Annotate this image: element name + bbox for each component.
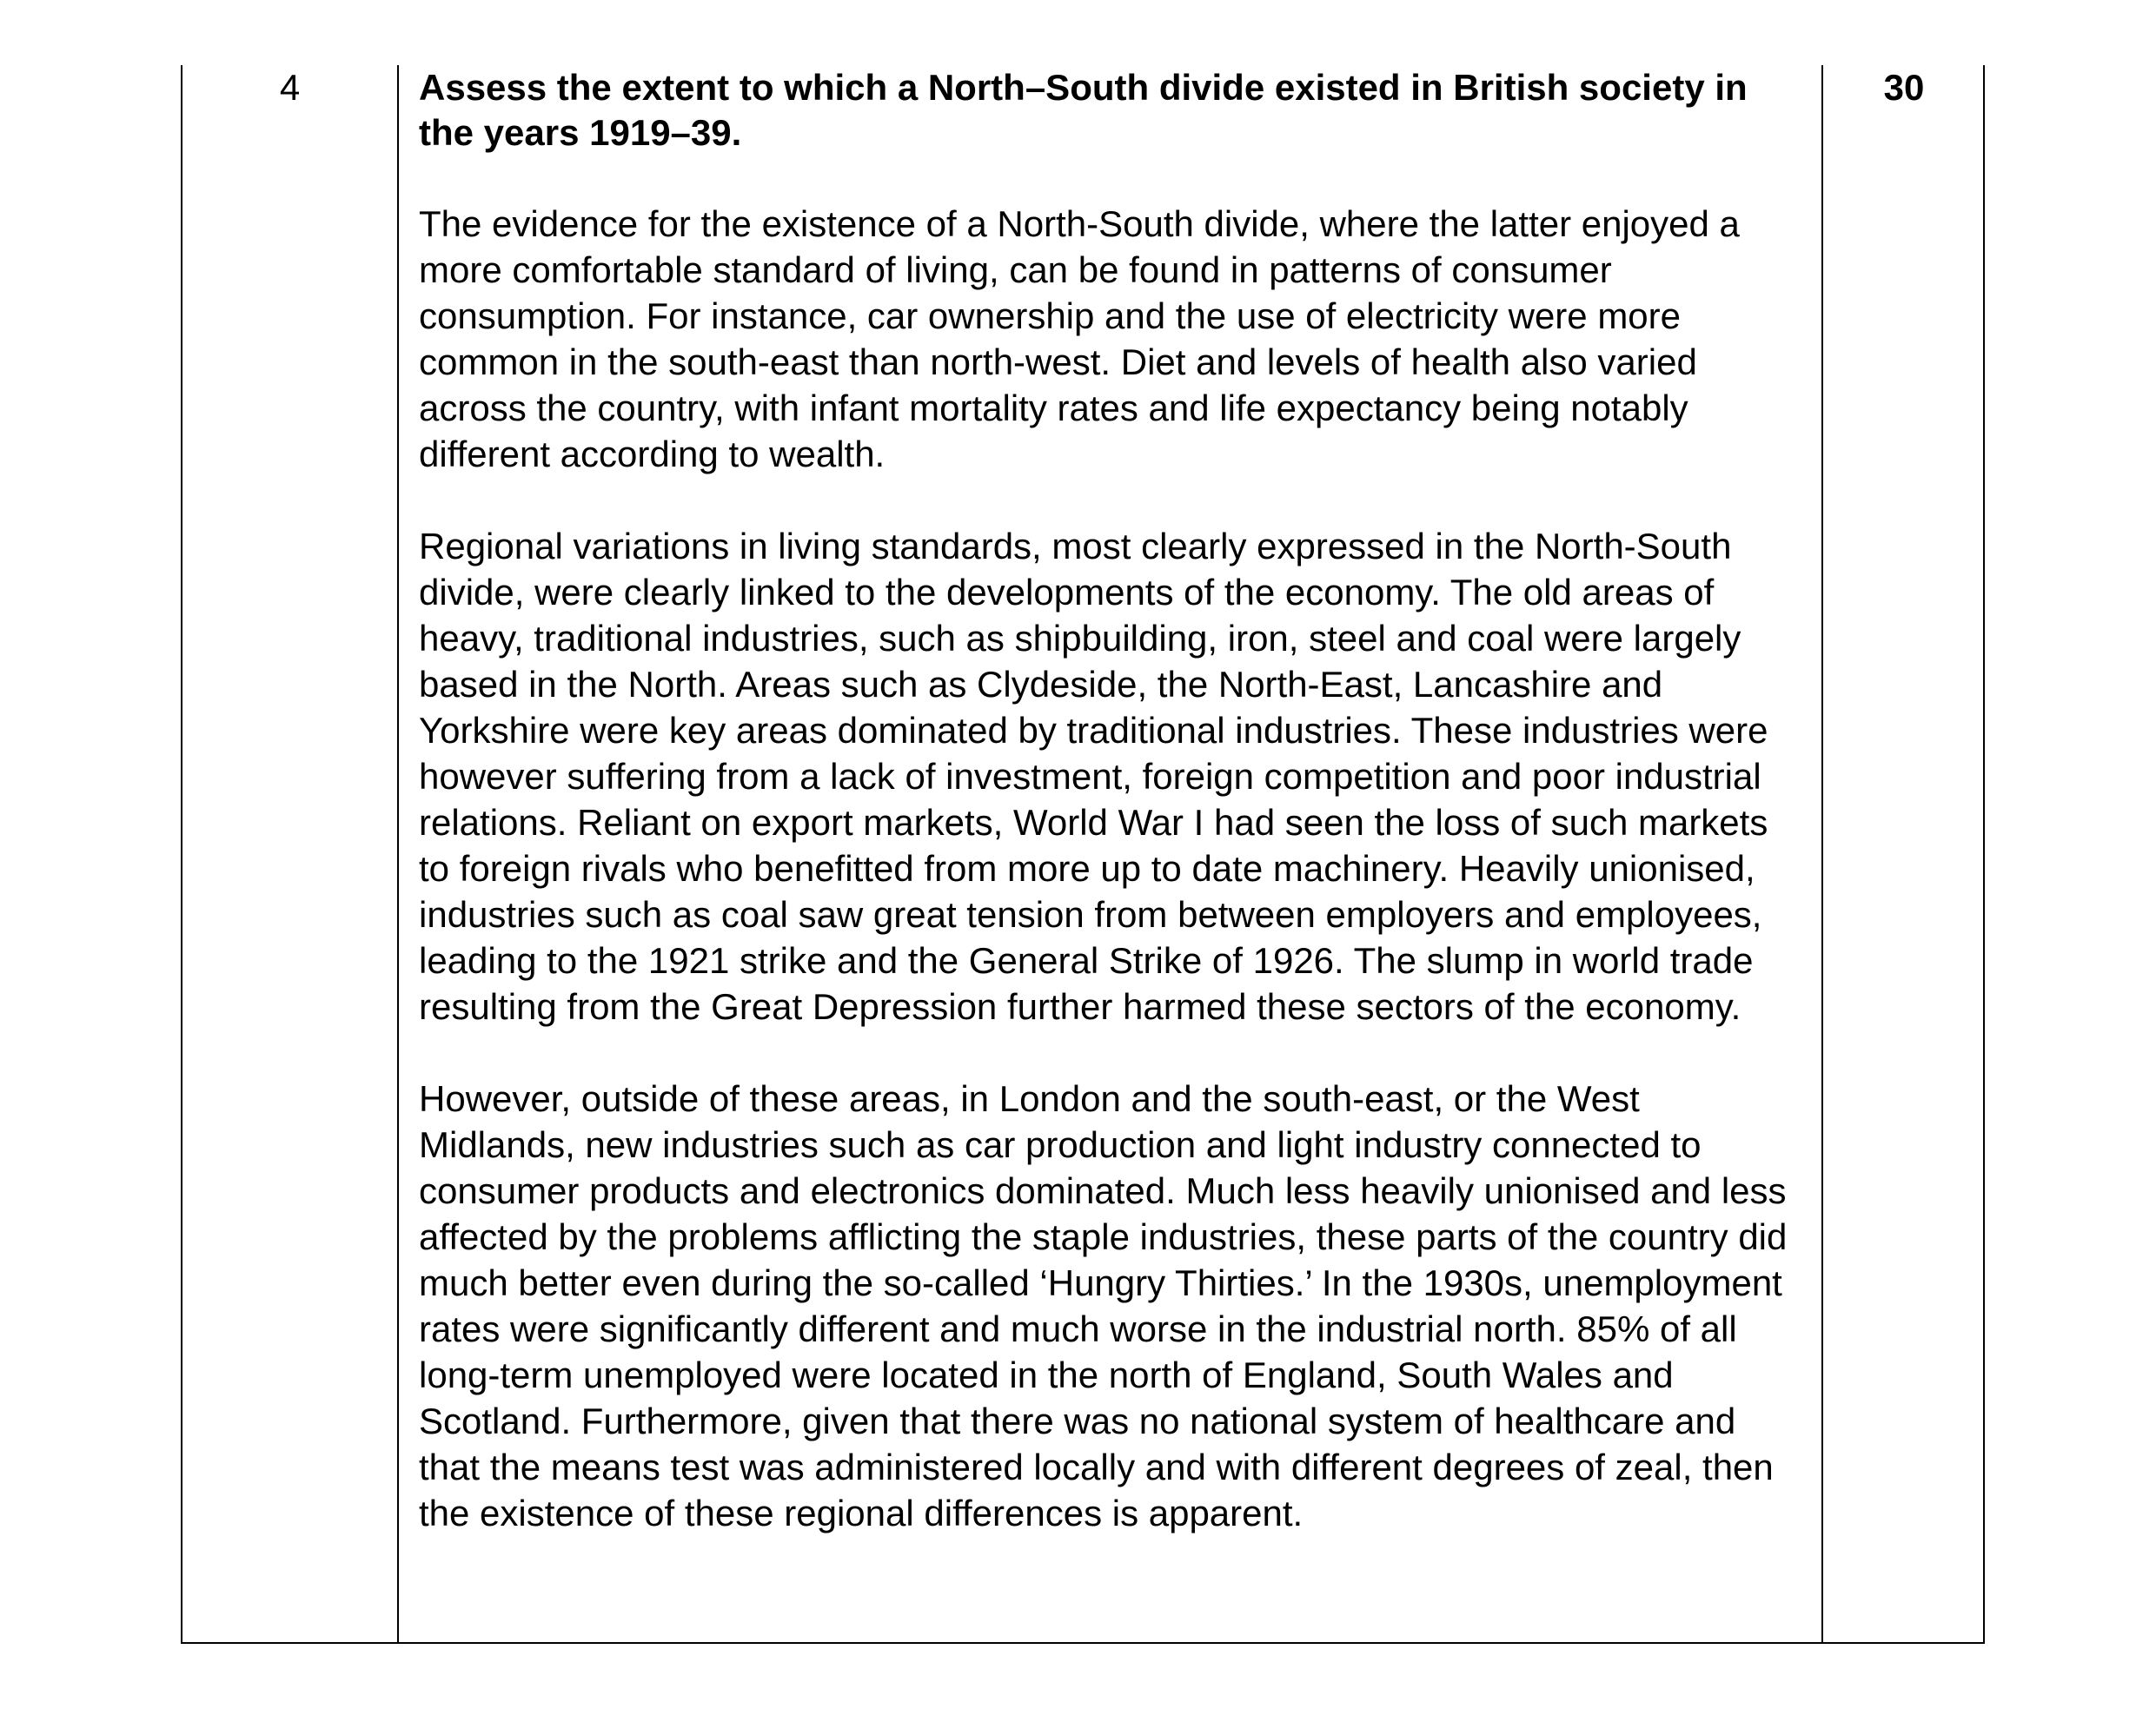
answer-paragraph: The evidence for the existence of a North-South divide, where the latter enjoyed a more comfortable standard of living, can be found in patterns of consumer consumption. For instance, car ownership and the use of electricity were more common in the south-east than north-west. Diet and levels of health also varied across the country, with infant mortality rates and life expectancy being notably different according to wealth. xyxy=(419,203,1740,474)
column-divider xyxy=(1821,65,1823,1642)
answer-paragraph: However, outside of these areas, in London and the south-east, or the West Midlands, new industries such as car production and light industry connected to consumer products and electronics dominated. Much less heavily unionised and less affected by the problems afflicting the staple industries, these parts of the country did much better even during the so-called ‘Hungry Thirties.’ In the 1930s, unemployment rates were significantly different and much worse in the industrial north. 85% of all long-term unemployed were located in the north of England, South Wales and Scotland. Furthermore, given that there was no national system of healthcare and that the means test was administered locally and with different degrees of zeal, then the existence of these regional differences is apparent. xyxy=(419,1078,1788,1533)
answer-paragraph: Regional variations in living standards, most clearly expressed in the North-South divide, were clearly linked to the developments of the economy. The old areas of heavy, traditional industries, such as shipbuilding, iron, steel and coal were largely based in the North. Areas such as Clydeside, the North-East, Lancashire and Yorkshire were key areas dominated by traditional industries. These industries were however suffering from a lack of investment, foreign competition and poor industrial relations. Reliant on export markets, World War I had seen the loss of such markets to foreign rivals who benefitted from more up to date machinery. Heavily unionised, industries such as coal saw great tension from between employers and employees, leading to the 1921 strike and the General Strike of 1926. The slump in world trade resulting from the Great Depression further harmed these sectors of the economy. xyxy=(419,526,1768,1027)
column-divider xyxy=(397,65,399,1642)
mark-scheme-table xyxy=(181,65,1985,1644)
marks-value: 30 xyxy=(1883,67,1925,108)
question-title: Assess the extent to which a North–South divide existed in British society in the years 1919–39. xyxy=(419,67,1748,153)
question-number: 4 xyxy=(279,67,301,108)
answer-cell xyxy=(419,65,1805,1536)
